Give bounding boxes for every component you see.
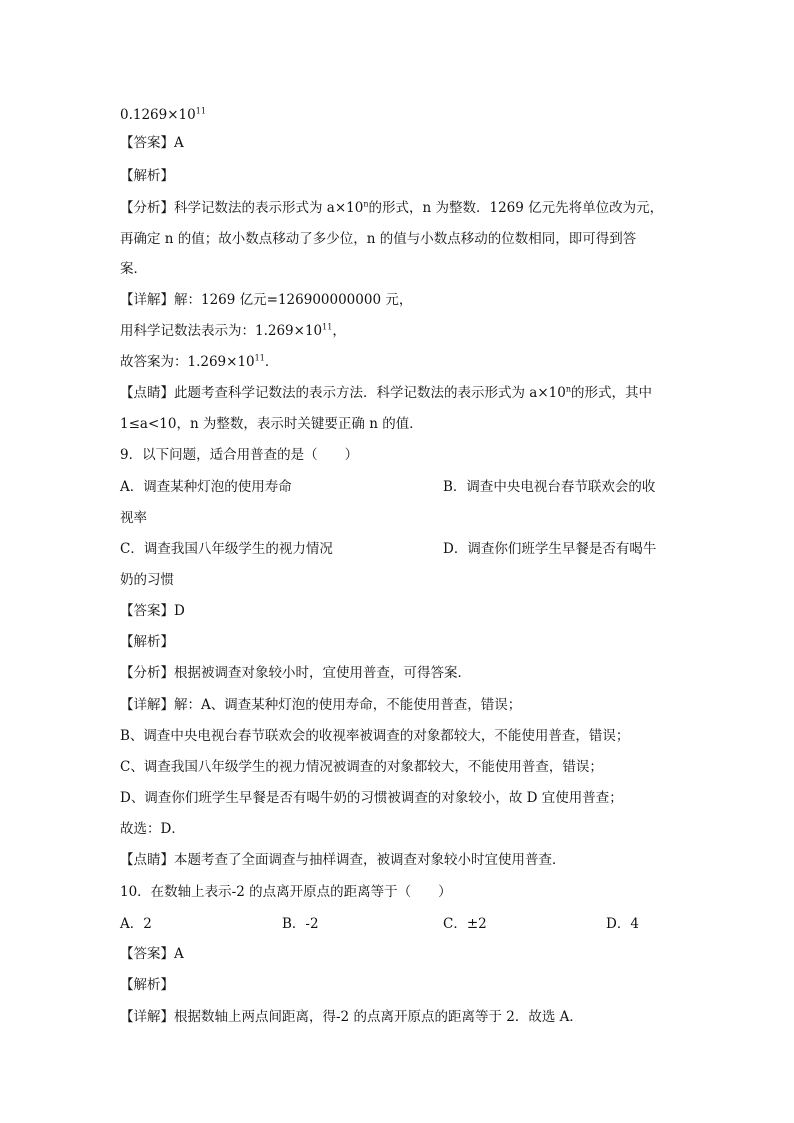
fenxi-text-cont: 的形式，n 为整数．1269 亿元先将单位改为元， xyxy=(368,200,664,216)
fenxi-line-3: 案． xyxy=(120,261,147,277)
dianjing-line: 【点睛】本题考查了全面调查与抽样调查，被调查对象较小时宜使用普查． xyxy=(120,852,566,868)
exponent: n xyxy=(565,384,571,394)
analysis-label: 【解析】 xyxy=(120,634,174,650)
fenxi-line-1 xyxy=(120,198,663,218)
detail-line: 【详解】根据数轴上两点间距离，得-2 的点离开原点的距离等于 2．故选 A． xyxy=(120,1009,583,1025)
q9-option-b-cont: 视率 xyxy=(120,510,147,526)
analysis-label: 【解析】 xyxy=(120,977,174,993)
answer-label: 【答案】A xyxy=(120,135,184,151)
detail-line-end: 故选：D． xyxy=(120,821,185,837)
q9-option-d: D．调查你们班学生早餐是否有喝牛 xyxy=(443,541,657,557)
detail-line-d: D、调查你们班学生早餐是否有喝牛奶的习惯被调查的对象较小，故 D 宜使用普查； xyxy=(120,790,623,806)
detail-text: 故答案为：1.269×10 xyxy=(120,354,255,370)
detail-line-2 xyxy=(120,321,346,341)
exponent: 11 xyxy=(322,322,333,332)
detail-line-a: 【详解】解：A、调查某种灯泡的使用寿命，不能使用普查，错误； xyxy=(120,697,522,713)
exponent: 11 xyxy=(254,353,265,363)
question-10: 10．在数轴上表示-2 的点离开原点的距离等于（ ） xyxy=(120,884,452,900)
dianjing-text-cont: 的形式，其中 xyxy=(571,385,652,401)
previous-option-line xyxy=(120,105,206,125)
exponent: 11 xyxy=(195,106,206,116)
punct: ． xyxy=(264,354,279,370)
q9-option-d-cont: 奶的习惯 xyxy=(120,572,174,588)
detail-line-1: 【详解】解：1269 亿元=126900000000 元， xyxy=(120,292,413,308)
q9-option-a: A．调查某种灯泡的使用寿命 xyxy=(120,479,292,495)
detail-line-c: C、调查我国八年级学生的视力情况被调查的对象都较大，不能使用普查，错误； xyxy=(120,759,603,775)
detail-line-3 xyxy=(120,352,278,372)
answer-label: 【答案】D xyxy=(120,603,185,619)
answer-label: 【答案】A xyxy=(120,946,184,962)
q9-option-b: B．调查中央电视台春节联欢会的收 xyxy=(443,479,656,495)
fenxi-line: 【分析】根据被调查对象较小时，宜使用普查，可得答案． xyxy=(120,665,471,681)
option-text: 0.1269×10 xyxy=(120,107,196,123)
fenxi-line-2: 再确定 n 的值；故小数点移动了多少位，n 的值与小数点移动的位数相同，即可得到答 xyxy=(120,231,637,247)
detail-line-b: B、调查中央电视台春节联欢会的收视率被调查的对象都较大，不能使用普查，错误； xyxy=(120,728,630,744)
dianjing-line-2: 1≤a<10，n 为整数，表示时关键要正确 n 的值． xyxy=(120,416,423,432)
question-9: 9．以下问题，适合用普查的是（ ） xyxy=(120,447,359,463)
q10-option-c: C．±2 xyxy=(443,916,487,932)
q10-option-b: B．-2 xyxy=(282,916,319,932)
fenxi-text: 【分析】科学记数法的表示形式为 a×10 xyxy=(120,200,364,216)
q9-option-c: C．调查我国八年级学生的视力情况 xyxy=(120,541,333,557)
detail-text: 用科学记数法表示为：1.269×10 xyxy=(120,323,323,339)
punct: ， xyxy=(332,323,346,339)
analysis-label: 【解析】 xyxy=(120,168,174,184)
q10-option-d: D．4 xyxy=(606,916,639,932)
dianjing-text: 【点睛】此题考查科学记数法的表示方法．科学记数法的表示形式为 a×10 xyxy=(120,385,566,401)
q10-option-a: A．2 xyxy=(120,916,152,932)
dianjing-line-1 xyxy=(120,383,652,403)
exponent: n xyxy=(363,199,369,209)
